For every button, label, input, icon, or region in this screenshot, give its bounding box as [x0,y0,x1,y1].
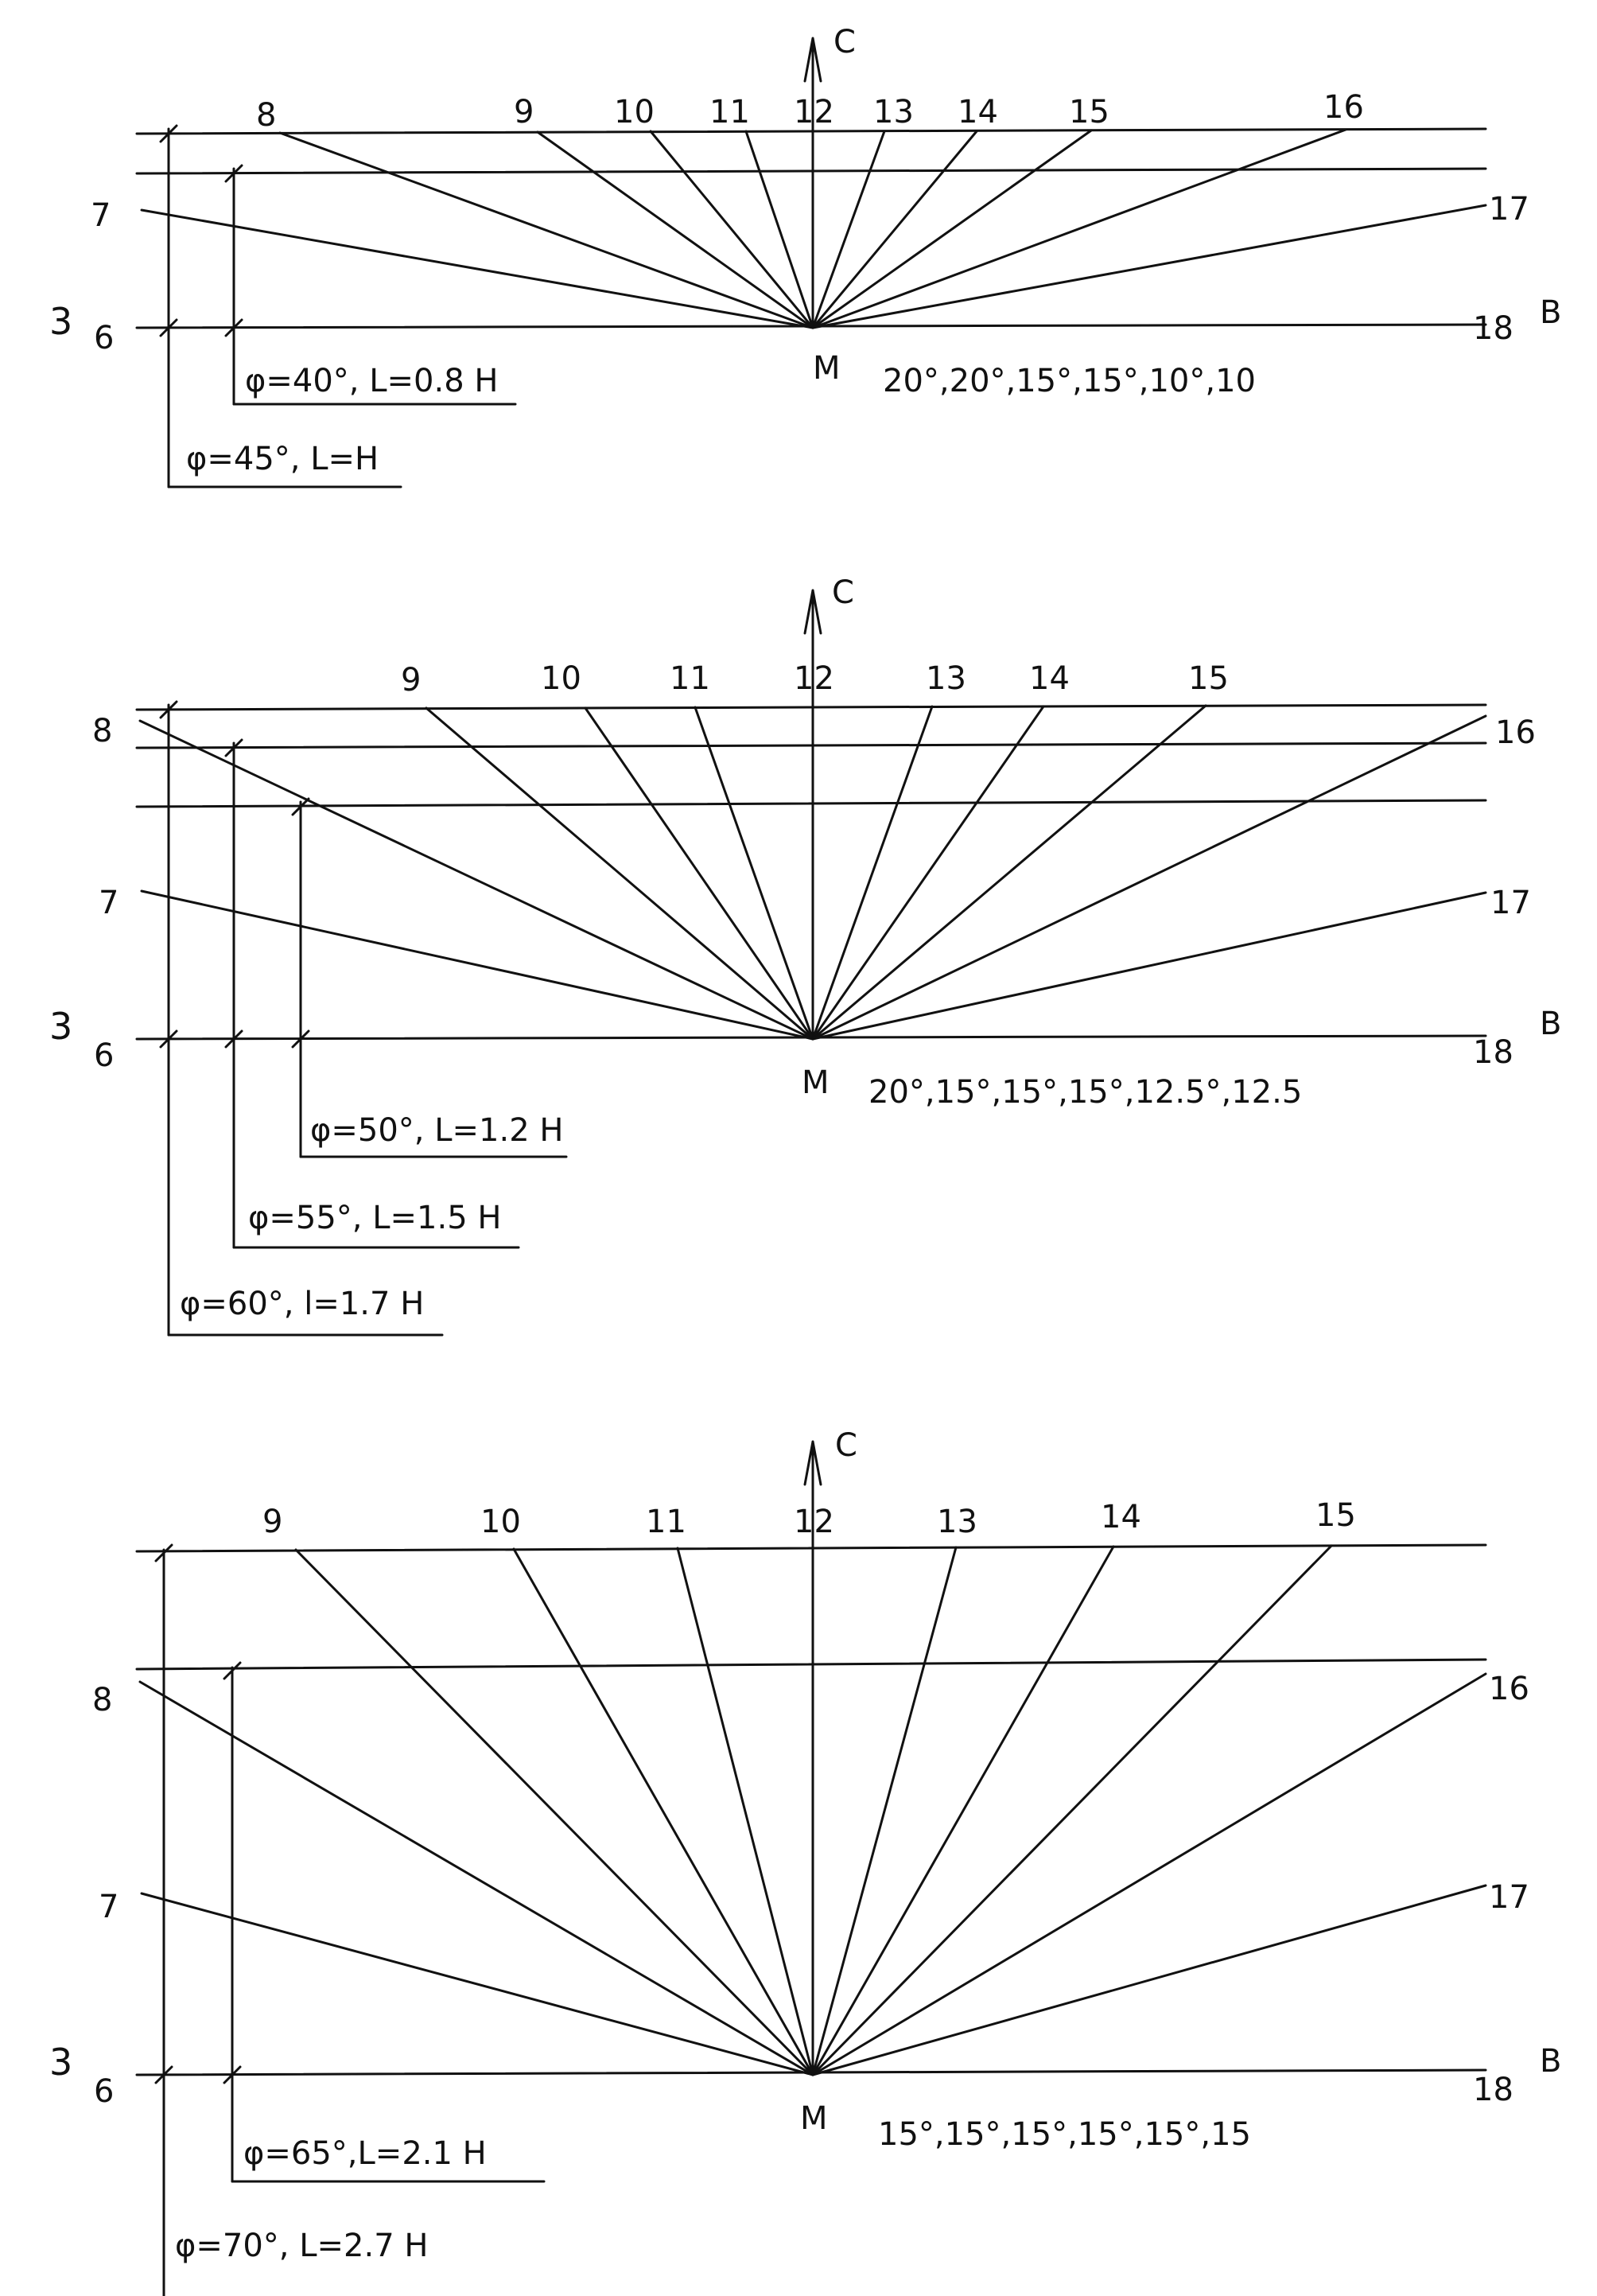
top-number: 12 [794,94,834,130]
arrow-label: C [835,1427,857,1464]
top-number: 13 [926,660,966,697]
left-number: 6 [94,1037,115,1074]
diagram-3 [49,1427,1561,2296]
annotation: φ=45°, L=H [186,441,379,477]
annotation: φ=65°,L=2.1 H [243,2135,487,2172]
top-number: 9 [401,662,422,699]
top-number: 13 [937,1504,977,1540]
left-number: 7 [99,1889,119,1925]
angle-values: 20°,20°,15°,15°,10°,10 [883,363,1256,399]
left-number: 7 [91,197,111,234]
annotation: φ=50°, L=1.2 H [310,1112,564,1149]
second-line [137,1660,1486,1669]
left-number: 8 [92,713,113,749]
center-label: M [800,2100,828,2137]
left-number: 6 [94,2073,115,2110]
left-label: 3 [49,300,73,343]
diagram-1 [49,24,1561,487]
top-line [137,1545,1486,1551]
top-number: 12 [794,660,834,697]
right-number: 17 [1489,1879,1529,1916]
right-label: B [1540,294,1562,331]
annotation: φ=55°, L=1.5 H [248,1200,502,1236]
right-number: 16 [1489,1671,1529,1707]
top-number: 11 [709,94,750,130]
top-number: 15 [1069,94,1109,130]
center-label: M [802,1064,830,1101]
diagram-2 [49,574,1561,1335]
arrow-label: C [833,24,856,60]
right-number: 17 [1490,885,1531,921]
top-number: 11 [646,1504,686,1540]
left-number: 8 [92,1682,113,1718]
left-label: 3 [49,1005,73,1048]
annotation: φ=40°, L=0.8 H [245,363,499,399]
second-line [137,169,1486,173]
annotation: φ=60°, l=1.7 H [180,1286,425,1322]
top-number: 15 [1315,1497,1356,1534]
top-number: 13 [873,94,914,130]
right-number: 18 [1473,310,1513,347]
arrow-label: C [832,574,854,611]
angle-values: 15°,15°,15°,15°,15°,15 [878,2116,1251,2153]
top-number: 9 [262,1504,283,1540]
right-number: 18 [1473,1034,1513,1071]
right-label: B [1540,2043,1562,2080]
top-number: 10 [614,94,655,130]
top-number: 16 [1323,89,1364,126]
top-line [137,705,1486,710]
left-label: 3 [49,2041,73,2084]
top-number: 9 [514,94,534,130]
angle-values: 20°,15°,15°,15°,12.5°,12.5 [868,1074,1303,1111]
left-number: 6 [94,320,115,356]
top-number: 14 [1029,660,1070,697]
right-label: B [1540,1006,1562,1042]
top-number: 10 [480,1504,521,1540]
top-number: 8 [256,97,277,134]
left-number: 7 [99,885,119,921]
top-number: 11 [670,660,710,697]
top-number: 14 [958,94,998,130]
second-line [137,743,1486,748]
top-number: 14 [1101,1499,1141,1535]
top-number: 15 [1188,660,1229,697]
top-number: 10 [541,660,581,697]
annotation: φ=70°, L=2.7 H [175,2228,429,2264]
right-number: 17 [1489,191,1529,228]
right-number: 18 [1473,2072,1513,2108]
center-label: M [813,350,841,387]
third-line [137,800,1486,807]
top-number: 12 [794,1504,834,1540]
right-number: 16 [1495,714,1536,751]
